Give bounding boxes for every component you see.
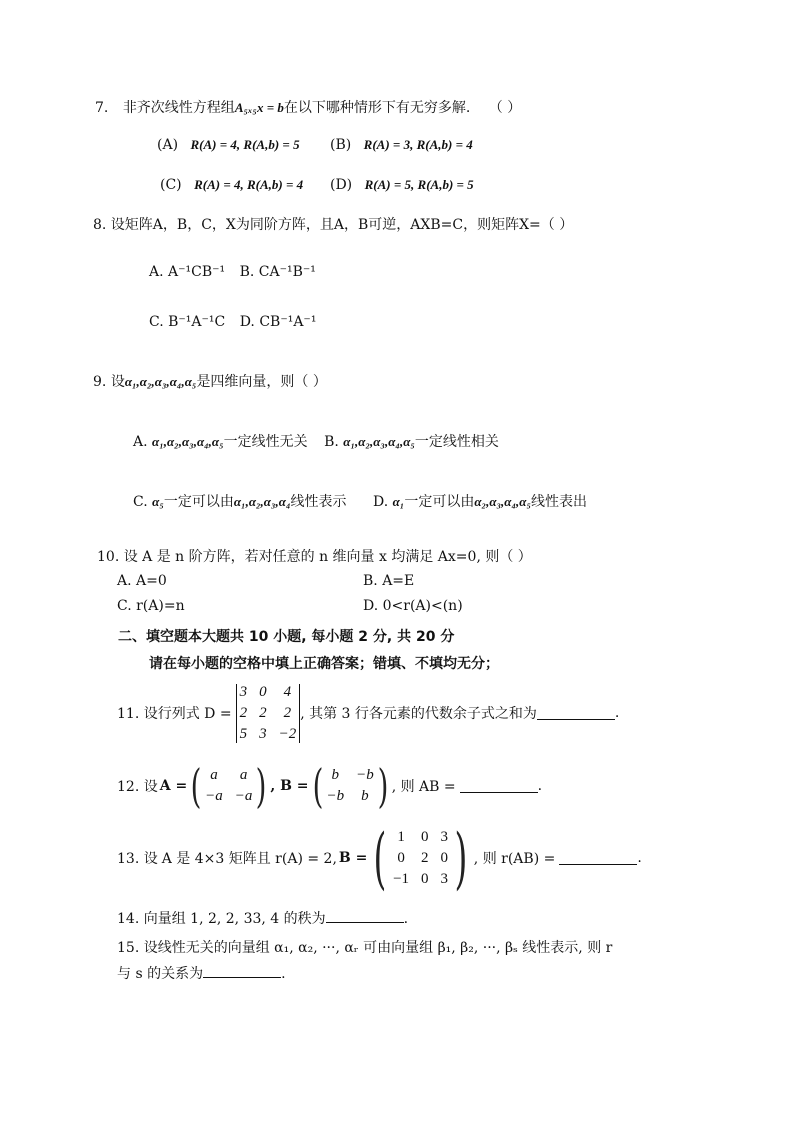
- q12-matrix-a: ( a a −a −a ): [190, 759, 267, 813]
- q7-option-d-text: R(A) = 5, R(A,b) = 5: [364, 177, 474, 192]
- q7-option-b-label: (B): [330, 137, 352, 153]
- q9-option-d-label: D.: [372, 494, 389, 510]
- q10-stem: 10. 设 A 是 n 阶方阵，若对任意的 n 维向量 x 均满足 Ax=0, 则（ ）: [97, 549, 532, 565]
- q9-number: 9.: [93, 374, 107, 390]
- q7-option-a-text: R(A) = 4, R(A,b) = 5: [190, 137, 300, 152]
- q12-matrix-a-cell: −a: [205, 788, 223, 804]
- q7-option-c-text: R(A) = 4, R(A,b) = 4: [194, 177, 304, 192]
- q13-post: , 则 r(AB) =: [473, 851, 556, 867]
- q11-determinant-cell: 4: [283, 683, 292, 700]
- q11-post: , 其第 3 行各元素的代数余子式之和为: [300, 706, 537, 722]
- q15-line-2-text: 与 s 的关系为: [117, 966, 204, 982]
- q11-determinant-cell: −2: [278, 725, 297, 742]
- q8-option-b: B. CA⁻¹B⁻¹: [239, 264, 316, 280]
- q9-vectors: α₁,α₂,α₃,α₄,α₅: [124, 374, 197, 389]
- q12-matrix-b-cell: b: [361, 788, 369, 804]
- section-2-title: 二、填空题本大题共 10 小题, 每小题 2 分, 共 20 分: [118, 629, 455, 645]
- q14: [117, 908, 408, 928]
- q9-option-a-math: α₁,α₂,α₃,α₄,α₅: [152, 434, 224, 449]
- q11-determinant-cell: 2: [259, 704, 267, 721]
- q12-matrix-a-cell: a: [239, 767, 248, 783]
- q7-option-c: [160, 177, 303, 193]
- q13-matrix-b: ( 1 0 3 0 2 0 −1 0 3 ): [373, 819, 468, 897]
- q7-number: 7.: [95, 100, 109, 116]
- q13-matrix-b-cell: 1: [397, 828, 405, 845]
- q11-determinant-cell: 2: [239, 704, 248, 721]
- q11-determinant-cell: 0: [259, 683, 267, 700]
- q9-option-d-math1: α₁: [392, 494, 405, 509]
- q12-matrix-b-cell: b: [331, 767, 340, 783]
- q12-matrix-a-cell: −a: [234, 788, 253, 804]
- q9-option-a-label: A.: [133, 434, 148, 450]
- q7-option-d: [330, 177, 474, 193]
- q9-option-d-text: 线性表出: [531, 494, 587, 510]
- q12-answer-blank[interactable]: [460, 780, 538, 793]
- q9-option-d-math2: α₂,α₃,α₄,α₅: [474, 494, 531, 509]
- q7-stem-text: 非齐次线性方程组: [122, 100, 235, 116]
- q9-option-b-label: B.: [324, 434, 339, 450]
- q7-answer-paren: （ ）: [488, 100, 522, 116]
- q14-end: .: [403, 911, 409, 927]
- q11-answer-blank[interactable]: [537, 707, 615, 720]
- q8-stem: 8. 设矩阵A，B，C，X为同阶方阵，且A，B可逆，AXB=C，则矩阵X=（ ）: [93, 217, 574, 233]
- q12-matrix-b-cell: −b: [356, 767, 374, 783]
- q9-option-c-mid: 一定可以由: [163, 494, 234, 510]
- q9-stem-post: 是四维向量，则（ ）: [196, 374, 327, 390]
- q13-matrix-b-cell: 3: [440, 828, 449, 845]
- q9-option-c-text: 线性表示: [290, 494, 347, 510]
- q12-end: .: [537, 778, 543, 794]
- q13-b-label: B =: [338, 850, 368, 866]
- q8-option-d: D. CB⁻¹A⁻¹: [239, 314, 317, 330]
- q13-end: .: [637, 850, 642, 866]
- q13-matrix-b-cell: 0: [397, 849, 405, 866]
- q7-option-b: [330, 137, 473, 153]
- q9-stem: [93, 371, 327, 391]
- q11-determinant-cell: 3: [259, 725, 267, 742]
- q7-option-b-text: R(A) = 3, R(A,b) = 4: [363, 137, 473, 152]
- q11-pre: 11. 设行列式 D =: [117, 706, 232, 722]
- q7-stem: [95, 97, 521, 117]
- q15-line-2: [117, 963, 286, 983]
- q13-answer-blank[interactable]: [559, 852, 637, 865]
- q13-matrix-b-cell: 2: [421, 849, 429, 866]
- q15-line-1: 15. 设线性无关的向量组 α₁, α₂, ···, αᵣ 可由向量组 β₁, β₂, ···, βₛ 线性表示, 则 r: [117, 940, 613, 956]
- q9-stem-pre: 设: [110, 374, 125, 390]
- q11: [117, 680, 619, 746]
- q11-determinant: [236, 684, 301, 743]
- q12-pre: 12. 设: [117, 779, 158, 795]
- q7-option-c-label: (C): [160, 177, 182, 193]
- q14-answer-blank[interactable]: [326, 910, 404, 923]
- q13-matrix-b-cell: 0: [440, 849, 449, 866]
- q7-stem-text-2: 在以下哪种情形下有无穷多解.: [283, 100, 471, 116]
- q11-end: .: [614, 705, 620, 721]
- q12-matrix-a-cell: a: [210, 767, 218, 783]
- q7-option-a: [157, 137, 300, 153]
- q12-matrix-b-cell: −b: [326, 788, 345, 804]
- q9-option-a-text: 一定线性无关: [223, 434, 308, 450]
- q7-option-d-label: (D): [330, 177, 353, 193]
- q10-option-d: D. 0<r(A)<(n): [363, 598, 463, 614]
- q8-options-row-1: [149, 264, 316, 280]
- q8-option-c: C. B⁻¹A⁻¹C: [149, 314, 226, 330]
- q12: [117, 759, 543, 813]
- q10-option-c: C. r(A)=n: [117, 598, 185, 614]
- q7-equation: A₅ₓ₅x = b: [234, 100, 284, 115]
- q8-options-row-2: [149, 314, 316, 330]
- q14-text: 14. 向量组 1, 2, 2, 33, 4 的秩为: [117, 911, 326, 927]
- q11-determinant-cell: 5: [239, 725, 248, 742]
- q15-answer-blank[interactable]: [203, 965, 281, 978]
- q9-option-c-math2: α₁,α₂,α₃,α₄: [233, 494, 291, 509]
- q11-determinant-cell: 3: [239, 683, 248, 700]
- q12-post: , 则 AB =: [391, 779, 456, 795]
- q9-option-c-math1: α₅: [152, 494, 164, 509]
- q15-end: .: [281, 966, 286, 982]
- q9-option-b-text: 一定线性相关: [414, 434, 499, 450]
- q9-options-row-2: [133, 491, 587, 511]
- q13-matrix-b-cell: 0: [421, 870, 429, 887]
- q9-options-row-1: [133, 431, 499, 451]
- q9-option-d-mid: 一定可以由: [404, 494, 475, 510]
- q9-option-c-label: C.: [133, 494, 148, 510]
- q13-pre: 13. 设: [117, 851, 158, 867]
- q10-option-a: A. A=0: [117, 573, 167, 589]
- q13: [117, 819, 642, 897]
- q13-matrix-b-cell: −1: [393, 870, 410, 887]
- q10-option-b: B. A=E: [363, 573, 415, 589]
- section-2-instructions: 请在每小题的空格中填上正确答案；错填、不填均无分；: [149, 656, 499, 672]
- q13-text: A 是 4×3 矩阵且 r(A) = 2,: [161, 851, 337, 867]
- q12-b-label: , B =: [270, 778, 309, 794]
- q12-a-label: A =: [159, 778, 188, 794]
- q8-option-a: A. A⁻¹CB⁻¹: [149, 264, 226, 280]
- q12-matrix-b: ( b −b −b b ): [312, 759, 389, 813]
- q11-determinant-cell: 2: [283, 704, 292, 721]
- q7-option-a-label: (A): [157, 137, 179, 153]
- q9-option-b-math: α₁,α₂,α₃,α₄,α₅: [343, 434, 415, 449]
- q13-matrix-b-cell: 0: [421, 828, 429, 845]
- q13-matrix-b-cell: 3: [440, 870, 449, 887]
